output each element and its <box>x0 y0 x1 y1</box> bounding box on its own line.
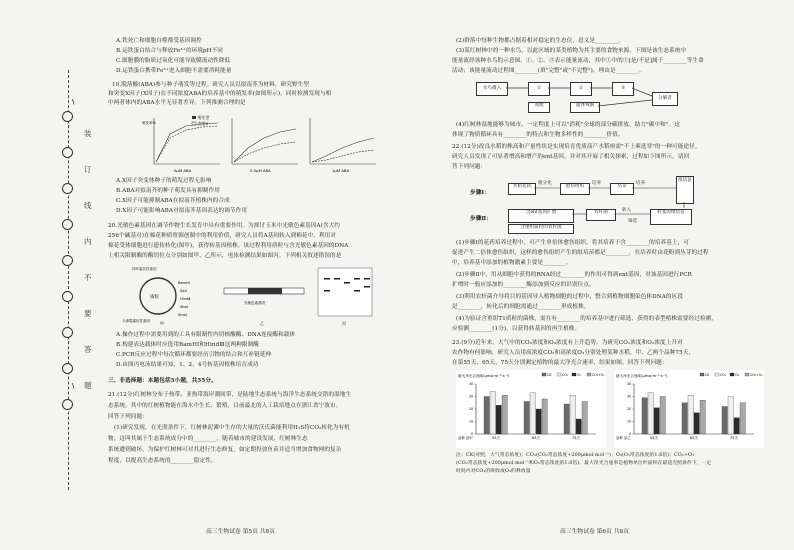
q20-line: 256个碱基对)在棉花种质资源创制中的利用价值，研究人员将A基因转入到棉花中，利用对 <box>108 233 337 239</box>
box-decomposer: 分解者 <box>652 92 678 106</box>
q19-line: 19.脱落酸(ABA)参与种子萌发等过程。研究人员以拟南芥为材料，研究野生型 <box>112 82 310 88</box>
box-transgenic: 转基因组培苗 <box>650 209 692 225</box>
box-remains: 遗体残骸 <box>570 102 600 113</box>
plasmid-label: 质粒 <box>150 295 159 300</box>
bar <box>536 409 541 434</box>
label-smai: SmaⅠ <box>178 313 187 317</box>
binding-hole-icon <box>62 111 73 122</box>
category-label: 75天 <box>571 436 581 440</box>
q18-option-a: A.铁死亡和细胞自噬都受基因调控 <box>116 38 202 44</box>
q19-germination-figure <box>140 114 390 176</box>
q21-line: 系统遭到破坏，为保护红树林可对其进行生态修复，如定期投放鱼苗并适当增加食物网的复杂 <box>108 447 342 453</box>
legend-swatch <box>730 373 734 376</box>
bar <box>542 399 547 434</box>
legend-swatch <box>587 373 591 376</box>
box-plantlet: 组培苗 <box>676 176 694 204</box>
category-label: 55天 <box>649 436 659 440</box>
q23-line: 在第55天、65天、75天分别测定植物的最大净光合速率，结果如图。回答下列问题： <box>452 360 668 366</box>
y-tick-label: 30 <box>468 394 473 399</box>
binding-margin-char: 装 <box>84 129 92 138</box>
q22-line: 研究人员发现了可显著增高和增产的ent基因，并对其开展了相关探索，过程如下图所示，请回 <box>452 154 690 160</box>
q22-line: 答下列问题： <box>452 164 487 170</box>
y-tick-label: 40 <box>626 382 631 387</box>
bar <box>642 398 647 434</box>
section-3-heading: 三、非选择题：本题包括5小题，共55分。 <box>108 378 217 384</box>
chart-ylabel: 最大净光合速率(μmol·m⁻²·s⁻¹) <box>458 374 510 378</box>
binding-hole-icon <box>62 219 73 230</box>
bar <box>688 395 693 434</box>
y-tick-label: 30 <box>626 394 631 399</box>
binding-dashed-line <box>68 70 69 490</box>
legend-label: CO₂+O₃ <box>592 373 605 377</box>
legend-label: O₃ <box>735 373 739 377</box>
bar <box>648 393 653 434</box>
q21-4-line: 体现了物质循环具有________的特点和生物多样性的________价值。 <box>452 132 624 138</box>
step-2-label: 步骤Ⅱ： <box>470 216 492 222</box>
q21-3-line: (3)某红树林中的一种水鸟，以此区域的某类植物为其主要的食物来源。下图是该生态系统中 <box>456 48 687 54</box>
binding-hole-icon <box>62 147 73 158</box>
bar <box>722 407 727 435</box>
page-footer-right: 高三生物试卷 第6页 共8页 <box>560 529 630 535</box>
q19-line: 中两者体内的ABA水平无显著差异。下列推测合理的是 <box>108 100 246 106</box>
legend-label: CO₂+O₃ <box>750 373 763 377</box>
y-tick-label: 40 <box>468 382 473 387</box>
y-tick-label: 0 <box>470 432 473 437</box>
q20-option-d: D.由图丙电泳结果可知，1、2、4号转基因植株培育成功 <box>116 362 259 368</box>
binding-margin-char: 订 <box>84 165 92 174</box>
box-bud: 丛芽 <box>610 183 634 195</box>
legend-label: O₃ <box>577 373 581 377</box>
legend-swatch <box>715 373 719 376</box>
q19-legend-wild: 野生型 <box>198 115 210 120</box>
q22-line: 22.(12分)改良水稻的株高和产量性状是实现培育优质高产水稻亟需"不上乘选穿"的一种可能途径。 <box>452 144 701 150</box>
q23-chart-variety-b <box>614 370 764 448</box>
q22-answer-line: 扩增时一般应添加的________酶添加到反应的识别位点。 <box>452 282 595 288</box>
q23-note: 时间内对CO₂的吸收或O₂的释放量 <box>456 469 531 474</box>
q20-line: 棉花受体细胞进行遗传转化(图甲)，获得转基因植株。该过程利用质粒与含光敏色素基因的DNA <box>108 243 349 249</box>
box-3: ③ <box>612 82 634 96</box>
label-xbai: XbaⅠ <box>180 305 188 309</box>
process-arrows <box>500 176 700 236</box>
q20-option-b: B.构建表达载体时应选用BamHⅠ和HindⅢ这两种限制酶 <box>116 342 259 348</box>
y-tick-label: 10 <box>626 419 631 424</box>
q18-option-c: C.细胞膜的脂质过氧化可能导致膜流动性降低 <box>116 58 231 64</box>
q22-answer-line: (2)步骤Ⅱ中，用从细胞中获得的RNA经过________的作用可得到ent基因，对该基因进行PCR <box>456 272 692 278</box>
binding-margin-char: 内 <box>84 237 92 246</box>
q19-option-a: A.X因子突变体种子的萌发过程无影响 <box>116 178 212 184</box>
bar <box>582 402 587 435</box>
binding-hole-icon <box>62 255 73 266</box>
q20-plasmid-figure <box>120 264 380 326</box>
bar <box>524 402 529 435</box>
step-1-label: 步骤Ⅰ： <box>470 190 490 196</box>
bar <box>734 418 739 434</box>
bar <box>502 395 507 434</box>
q21-line: 物，这叫其属于生态系统成分中的________。随着城市的建设发展，红树林生态 <box>108 436 308 442</box>
q19-xlabel: 0.5μM ABA <box>250 168 271 173</box>
q22-answer-line: 应检测________(1分)，以获得转基因的再生植株。 <box>452 326 581 332</box>
gene-label: 光敏色素基因 <box>244 301 265 305</box>
binding-hole-icon <box>62 399 73 410</box>
q18-option-b: B.运铁蛋白结合与释放Fe³⁺的环境pH不同 <box>116 48 223 54</box>
box-callus: 愈伤组织 <box>560 183 590 195</box>
legend-swatch <box>572 373 576 376</box>
y-tick-label: 0 <box>628 432 631 437</box>
q19-legend-mutant: 突变X <box>198 121 209 126</box>
arrow-label: 培养 <box>636 181 646 186</box>
q19-xlabel: 1μM ABA <box>332 168 350 173</box>
label-kanamycin: 卡那霉素抗性基因 <box>122 319 150 323</box>
binding-margin-char: 要 <box>84 309 92 318</box>
energy-arrows <box>476 80 686 116</box>
q23-note: (CO₂常态浓度+200μmol·mol⁻¹和O₃常态浓度的1.6倍)。最大净光合速率是植物单位叶面积在最适光照条件下，一定 <box>456 461 712 466</box>
binding-margin-char: 线 <box>84 201 92 210</box>
legend-label: CK <box>705 373 710 377</box>
legend-swatch <box>557 373 561 376</box>
arrow-label: 脱分化 <box>538 181 552 186</box>
bar <box>660 397 665 435</box>
bar <box>654 408 659 434</box>
legend-label: CK <box>547 373 552 377</box>
box-bird-intake: 水鸟摄入 <box>476 82 508 96</box>
q22-answer-line: (4)为验证含重组T1质粒的菌株，需在有________的培养基中进行筛选，获得的表型植株需要经过检测， <box>456 316 717 322</box>
label-tetracycline: 四环素抗性基因 <box>132 267 157 271</box>
binding-margin-char: 不 <box>84 273 92 282</box>
legend-label: CO₂ <box>720 373 727 377</box>
arrow-label: 转入 <box>622 208 632 213</box>
bar <box>576 419 581 434</box>
arrow-label: 培养 <box>592 181 602 186</box>
bar <box>490 392 495 435</box>
q18-option-d: D.运铁蛋白携带Fe³⁺进入细胞不需要消耗能量 <box>116 68 232 74</box>
bar <box>700 400 705 434</box>
q23-line: 农作物有何影响，研究人员用高浓度CO₂和高浓度O₃分别处理某种水稻，甲、乙两个品种75天， <box>452 350 695 356</box>
fig-sub-bing: 丙 <box>342 321 346 326</box>
box-feces: 粪便 <box>528 102 550 113</box>
legend-swatch <box>700 373 704 376</box>
q21-2-line: (2)群落中每种生物都占据着相对稳定的生态位，意义是________。 <box>456 38 625 44</box>
chart-ylabel: 最大净光合速率(μmol·m⁻²·s⁻¹) <box>616 374 668 378</box>
box-agrobacterium: 农杆菌 <box>586 209 616 221</box>
bar <box>740 403 745 434</box>
box-anther: 水稻花药 <box>508 183 536 195</box>
q21-line: 21.(12分)红树林分布于热带、亚热带海岸潮间带，是陆地生态系统与海洋生态系统交错的湿地生 <box>108 392 352 398</box>
gene-bar-fill <box>248 288 282 294</box>
q20-option-a: A.操作过程中需要用到的工具有限制性内切核酸酶、DNA连接酶和载体 <box>116 332 296 338</box>
bar <box>530 393 535 434</box>
binding-hole-icon <box>62 291 73 302</box>
q23-chart-variety-a <box>456 370 606 448</box>
y-tick-label: 20 <box>626 407 631 412</box>
q19-xlabel: 0μM ABA <box>174 168 192 173</box>
q19-option-b: B.ABA对拟南芥的种子萌发具有抑制作用 <box>116 188 220 194</box>
label-saci: SacⅠ <box>180 289 188 293</box>
box-2: ② <box>570 82 592 96</box>
chart-variety-label: 品种 品乙 <box>616 436 631 440</box>
q21-line: 态系统。其中的红树植物能在海水中生长、繁殖，目前最北的人工栽培地点在浙江省宁波市。 <box>108 403 342 409</box>
label-bamhi: BamHⅠ <box>178 281 190 285</box>
y-tick-label: 10 <box>468 419 473 424</box>
y-tick-label: 20 <box>468 407 473 412</box>
legend-swatch <box>542 373 546 376</box>
category-label: 55天 <box>491 436 501 440</box>
q21-line: (1)研究发现，在光照条件下，红树林泥滩中生存的大量的沃氏菌能利用H₂S将CO₂转化为有机 <box>114 425 350 431</box>
q20-line: 上相关限制酶的酶切位点分别如图甲、乙所示，电泳检测结果如图丙。下列相关叙述错误的是 <box>108 253 342 259</box>
bar <box>564 404 569 434</box>
q19-option-d: D.X因子可能影响ABA对拟南芥基因表达的调节作用 <box>116 208 248 214</box>
q21-4-line: (4)红树林湿地能够为城市，一定程度上可以"消耗"全球的部分碳排放，助力"碳中和"。这 <box>456 122 680 128</box>
q23-note: 注：CK(对照，大气常态浓度)；CO₂(CO₂常态浓度+200μmol·mol⁻¹)；O₃(O₃常态浓度的1.6倍)；CO₂+O₃ <box>456 453 695 458</box>
bar <box>694 413 699 434</box>
category-label: 65天 <box>689 436 699 440</box>
legend-label: CO₂ <box>562 373 569 377</box>
bar <box>484 397 489 435</box>
bar <box>496 405 501 434</box>
binding-hole-icon <box>62 327 73 338</box>
gel-image <box>318 268 372 316</box>
box-ent-amplify: 含ent基因扩增 <box>508 209 574 223</box>
q21-line: 程度，以提高生态系统的________稳定性。 <box>108 458 217 464</box>
q22-answer-line: (1)步骤Ⅰ的花药培养过程中，可产生单倍体愈伤组织，将其培养于含________的培养基上，可 <box>456 240 689 246</box>
bar <box>728 397 733 435</box>
fig-sub-jia: 甲 <box>160 321 164 326</box>
binding-margin <box>0 0 92 550</box>
binding-margin-char: 题 <box>84 381 92 390</box>
q22-answer-line: 是________，转化后的细胞需通过________形成植株。 <box>452 304 590 310</box>
q21-line: 回答下列问题： <box>108 414 148 420</box>
box-1: ① <box>528 82 550 96</box>
category-label: 65天 <box>531 436 541 440</box>
fig-sub-yi: 乙 <box>260 321 264 326</box>
bar <box>570 395 575 434</box>
margin-slash-mark: \ <box>72 98 75 106</box>
q22-answer-line: (3)利用农杆菌介导将目的基因导入植物细胞的过程中，整合到植物细胞染色体DNA的区段 <box>456 294 683 300</box>
q20-line: 20.光敏色素基因在调节作物生长发育中具有重要作用。为探讨玉米中光敏色素基因A(含大约 <box>108 223 340 229</box>
bar <box>682 403 687 434</box>
q21-3-line: 能量流经该种水鸟的示意图。①、②、③表示能量流动，其中①中的①[是/不是]属于________等生命 <box>452 58 704 64</box>
legend-swatch <box>192 116 196 119</box>
binding-margin-char: 答 <box>84 345 92 354</box>
box-recombinant: 含重组质粒的农杆菌 <box>508 224 574 234</box>
q19-line: 和突变X因子(X因子)在不同浓度ABA的培养基中的萌发率(如图所示)，同时检测发现与相 <box>108 91 332 97</box>
q19-ylabel: 萌发率% <box>142 121 156 125</box>
binding-hole-icon <box>62 183 73 194</box>
margin-slash-mark: \ <box>72 382 75 390</box>
q23-line: 23.(9分)近年来，大气中的CO₂浓度和O₃浓度有上升趋势。为研究CO₂浓度和O₃浓度上升对 <box>452 340 683 346</box>
q22-answer-line: 中，培养基中添加的植物激素主要是________。 <box>452 260 572 266</box>
q21-3-line: 活动；该能量流动过程图________(填"完整"或"不完整")，理由是________。 <box>452 68 645 74</box>
label-hindiii: HindⅢ <box>180 297 191 301</box>
legend-swatch <box>745 373 749 376</box>
binding-hole-icon <box>62 363 73 374</box>
chart-variety-label: 品种 品甲 <box>458 436 473 440</box>
page-footer-left: 高三生物试卷 第5页 共8页 <box>206 529 276 535</box>
q22-answer-line: 促进产生二倍体愈伤组织，这样的愈伤组织产生的组培苗都是________，在培养时由花粉到丛芽的过程 <box>452 250 709 256</box>
q19-option-c: C.X因子可能抑制ABA在拟南芥植株内的合成 <box>116 198 230 204</box>
category-label: 75天 <box>729 436 739 440</box>
arrow-label: 筛选 <box>628 219 638 224</box>
q20-option-c: C.PCR反应过程中每次循环都要经历引物的结合和互补链延伸 <box>116 352 272 358</box>
